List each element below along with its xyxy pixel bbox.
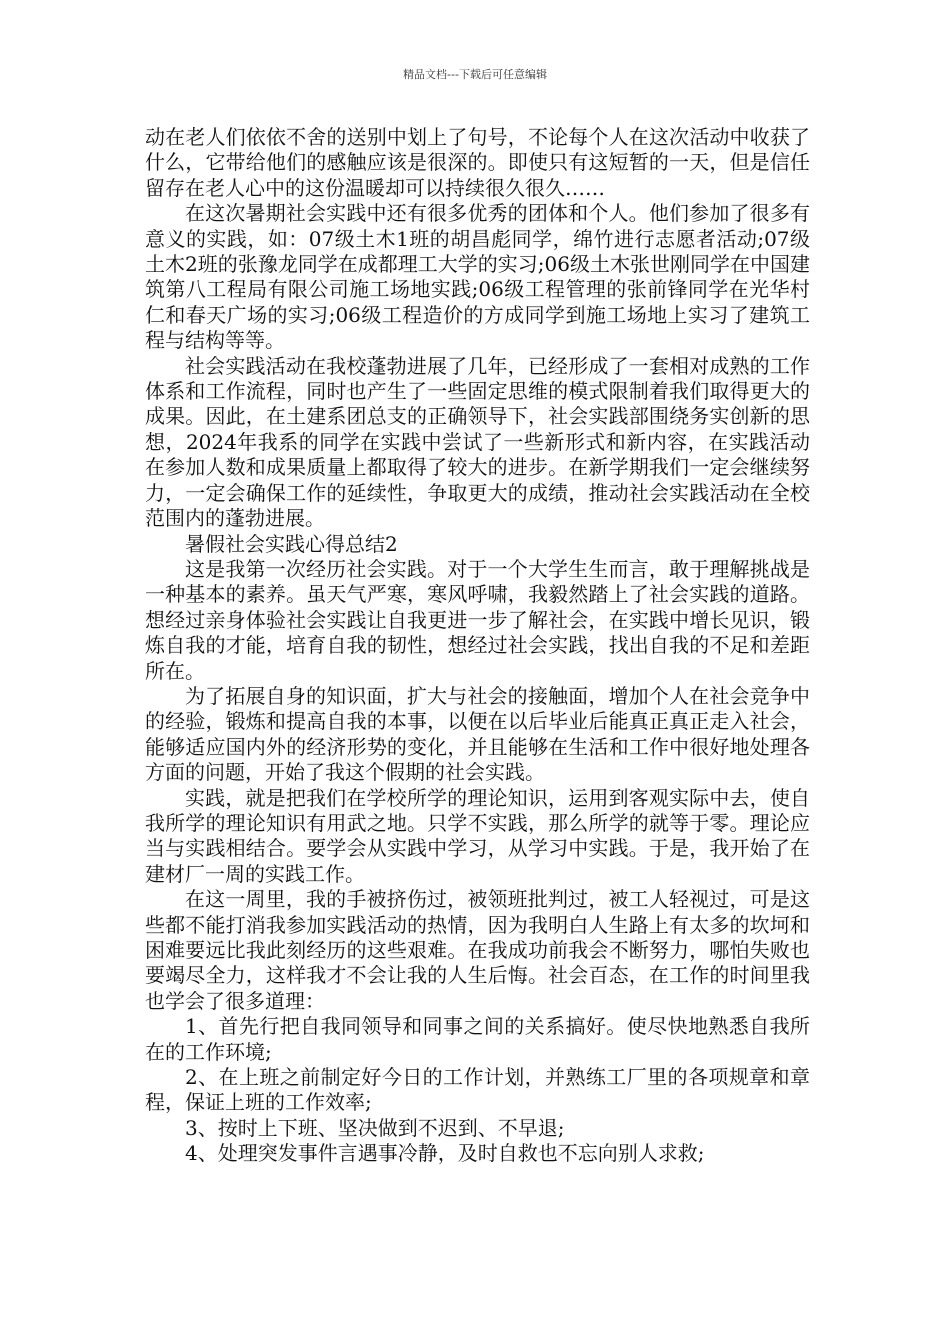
paragraph-8: 在这一周里，我的手被挤伤过，被领班批判过，被工人轻视过，可是这些都不能打消我参加实践活动的热情，因为我明白人生路上有太多的坎坷和困难要远比我此刻经历的这些艰难。在我成功前我会不断努力，哪怕失败也要竭尽全力，这样我才不会让我的人生后悔。社会百态，在工作的时间里我也学会了很多道理： bbox=[145, 887, 810, 1013]
list-item-2: 2、在上班之前制定好今日的工作计划，并熟练工厂里的各项规章和章程，保证上班的工作效率; bbox=[145, 1065, 810, 1115]
paragraph-2: 在这次暑期社会实践中还有很多优秀的团体和个人。他们参加了很多有意义的实践，如：07级土木1班的胡昌彪同学，绵竹进行志愿者活动;07级土木2班的张豫龙同学在成都理工大学的实习;06级土木张世刚同学在中国建筑第八工程局有限公司施工场地实践;06级工程管理的张前锋同学在光华村仁和春天广场的实习;06级工程造价的方成同学到施工场地上实习了建筑工程与结构等等。 bbox=[145, 201, 810, 353]
paragraph-6: 为了拓展自身的知识面，扩大与社会的接触面，增加个人在社会竞争中的经验，锻炼和提高自我的本事，以便在以后毕业后能真正真正走入社会，能够适应国内外的经济形势的变化，并且能够在生活和工作中很好地处理各方面的问题，开始了我这个假期的社会实践。 bbox=[145, 683, 810, 785]
paragraph-5: 这是我第一次经历社会实践。对于一个大学生生而言，敢于理解挑战是一种基本的素养。虽天气严寒，寒风呼啸，我毅然踏上了社会实践的道路。想经过亲身体验社会实践让自我更进一步了解社会，在实践中增长见识，锻炼自我的才能，培育自我的韧性，想经过社会实践，找出自我的不足和差距所在。 bbox=[145, 556, 810, 683]
list-item-3: 3、按时上下班、坚决做到不迟到、不早退; bbox=[185, 1115, 565, 1140]
document-body bbox=[145, 125, 810, 1167]
list-item-1: 1、首先行把自我同领导和同事之间的关系搞好。使尽快地熟悉自我所在的工作环境; bbox=[145, 1014, 810, 1064]
list-item-4: 4、处理突发事件言遇事冷静，及时自救也不忘向别人求救; bbox=[185, 1141, 705, 1166]
paragraph-1: 动在老人们依依不舍的送别中划上了句号，不论每个人在这次活动中收获了什么，它带给他们的感触应该是很深的。即使只有这短暂的一天，但是信任留存在老人心中的这份温暖却可以持续很久很久…… bbox=[145, 125, 810, 200]
section-heading: 暑假社会实践心得总结2 bbox=[185, 531, 398, 556]
paragraph-7: 实践，就是把我们在学校所学的理论知识，运用到客观实际中去，使自我所学的理论知识有用武之地。只学不实践，那么所学的就等于零。理论应当与实践相结合。要学会从实践中学习，从学习中实践。于是，我开始了在建材厂一周的实践工作。 bbox=[145, 785, 810, 886]
page-header: 精品文档---下载后可任意编辑 bbox=[403, 68, 547, 81]
paragraph-3: 社会实践活动在我校蓬勃进展了几年，已经形成了一套相对成熟的工作体系和工作流程，同时也产生了一些固定思维的模式限制着我们取得更大的成果。因此，在土建系团总支的正确领导下，社会实践部围绕务实创新的思想，2024年我系的同学在实践中尝试了一些新形式和新内容，在实践活动在参加人数和成果质量上都取得了较大的进步。在新学期我们一定会继续努力，一定会确保工作的延续性，争取更大的成绩，推动社会实践活动在全校范围内的蓬勃进展。 bbox=[145, 353, 810, 531]
